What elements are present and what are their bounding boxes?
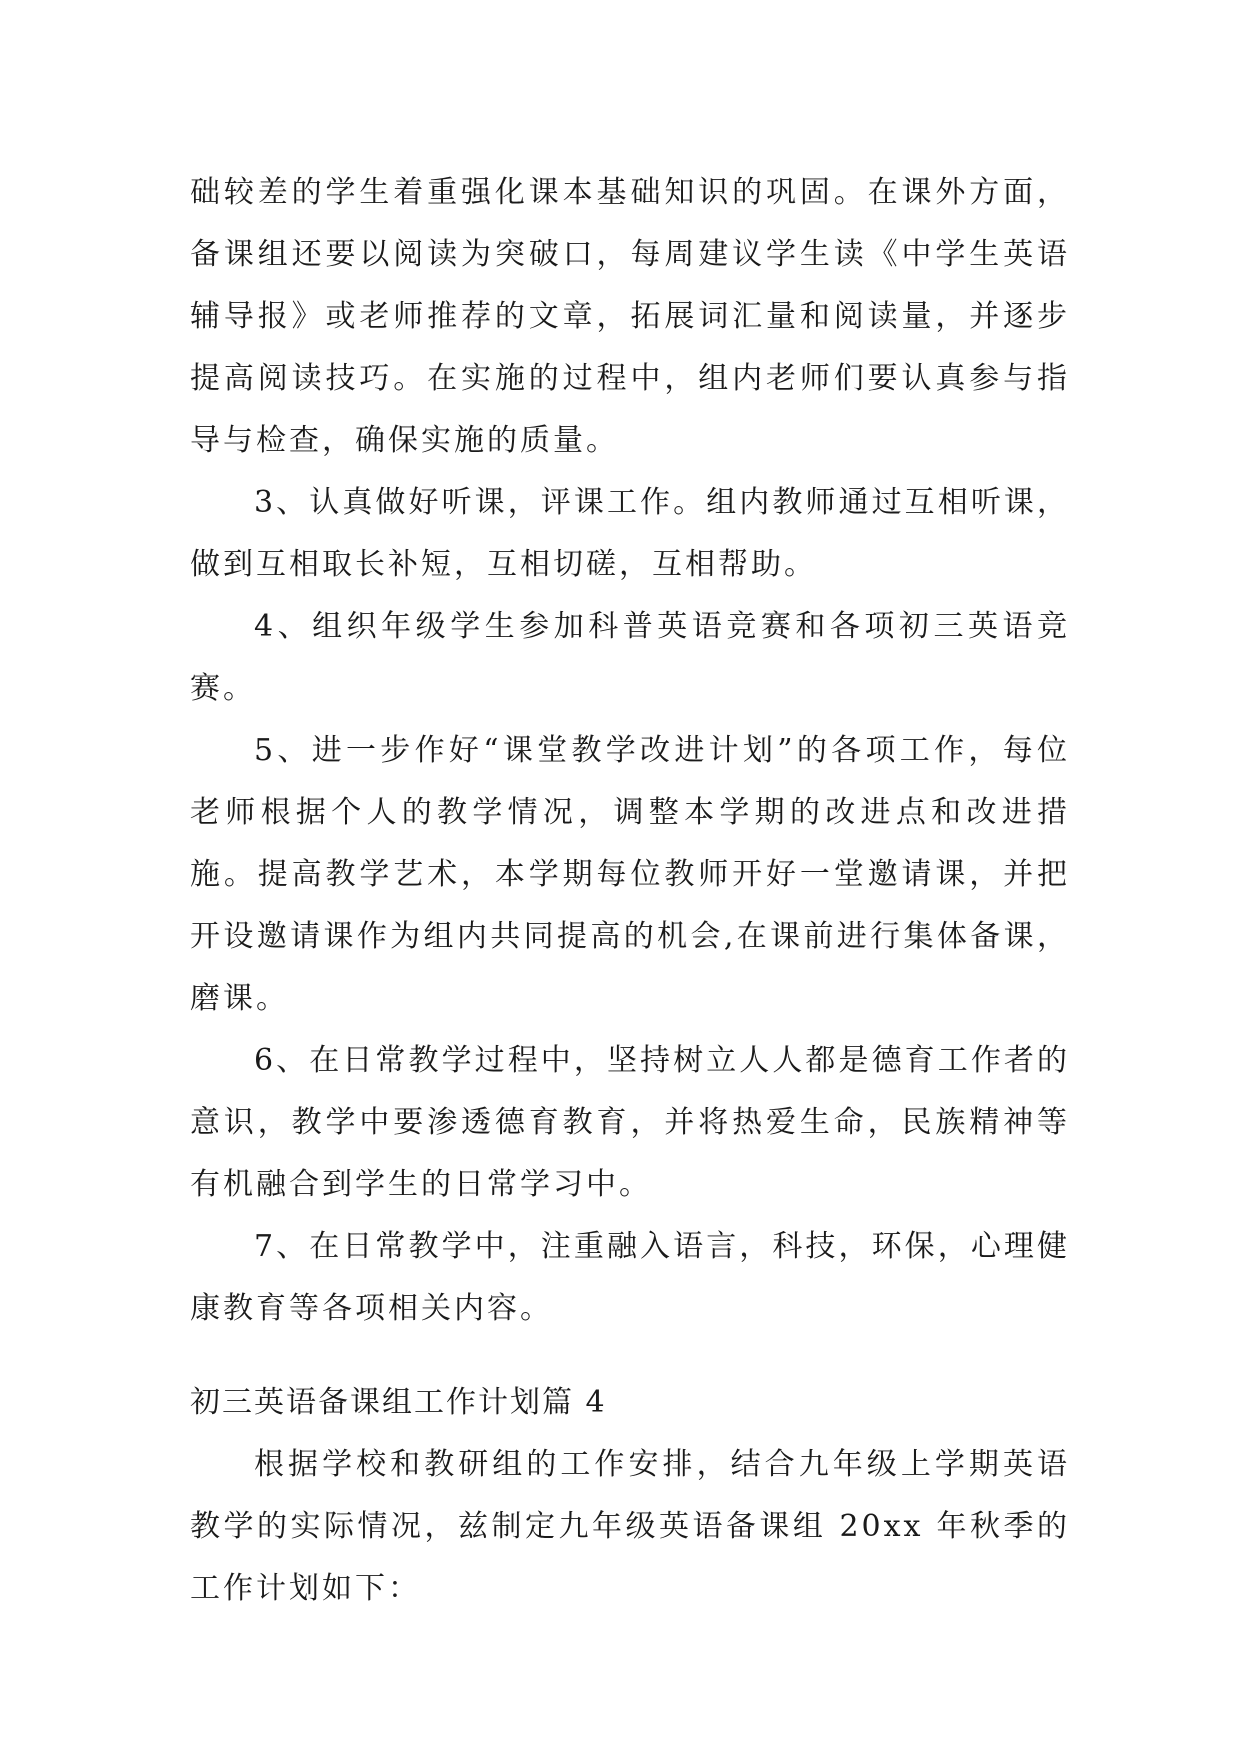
paragraph-item-7: 7、在日常教学中，注重融入语言，科技，环保，心理健康教育等各项相关内容。 bbox=[190, 1229, 1070, 1326]
paragraph-item-5: 5、进一步作好“课堂教学改进计划”的各项工作，每位老师根据个人的教学情况，调整本学期的改进点和改进措施。提高教学艺术，本学期每位教师开好一堂邀请课，并把开设邀请课作为组内共同提高的机会,在课前进行集体备课，磨课。 bbox=[190, 733, 1070, 1016]
section-title: 初三英语备课组工作计划篇 4 bbox=[190, 1385, 607, 1420]
paragraph-item-4: 4、组织年级学生参加科普英语竞赛和各项初三英语竞赛。 bbox=[190, 609, 1070, 706]
section-intro-paragraph: 根据学校和教研组的工作安排，结合九年级上学期英语教学的实际情况，兹制定九年级英语备课组 20xx 年秋季的工作计划如下： bbox=[190, 1447, 1070, 1606]
document-body bbox=[190, 162, 1070, 1620]
paragraph-item-6: 6、在日常教学过程中，坚持树立人人都是德育工作者的意识，教学中要渗透德育教育，并将热爱生命，民族精神等有机融合到学生的日常学习中。 bbox=[190, 1043, 1070, 1202]
paragraph-continuation: 础较差的学生着重强化课本基础知识的巩固。在课外方面，备课组还要以阅读为突破口，每周建议学生读《中学生英语辅导报》或老师推荐的文章，拓展词汇量和阅读量，并逐步提高阅读技巧。在实施的过程中，组内老师们要认真参与指导与检查，确保实施的质量。 bbox=[190, 175, 1070, 458]
paragraph-item-3: 3、认真做好听课，评课工作。组内教师通过互相听课，做到互相取长补短，互相切磋，互相帮助。 bbox=[190, 485, 1070, 582]
